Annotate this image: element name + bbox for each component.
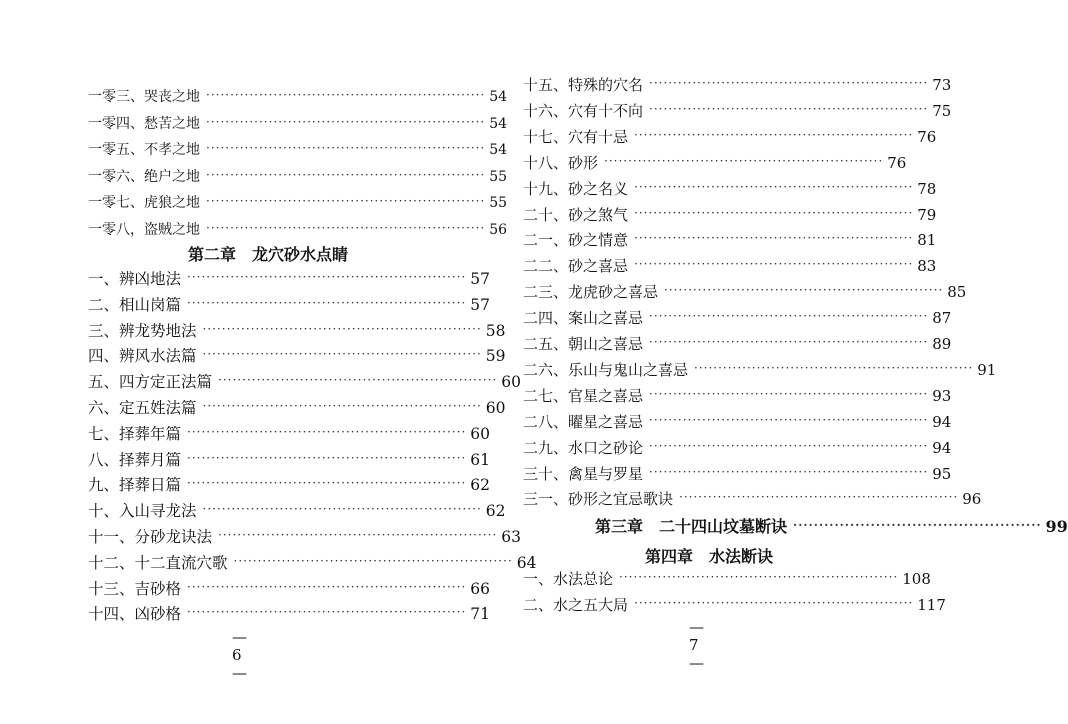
toc-entry[interactable] [88, 139, 508, 159]
leader-dots: ·························································· [218, 373, 498, 388]
page-number-left: — 6 — [232, 628, 247, 682]
leader-dots: ·························································· [649, 76, 929, 90]
entry-title: 十二、十二直流穴歌 [88, 553, 228, 572]
leader-dots: ·························································· [202, 502, 482, 517]
page-ref: 96 [962, 490, 982, 509]
entry-title: 二四、案山之喜忌 [523, 309, 644, 328]
toc-entry[interactable] [523, 594, 946, 614]
entry-title: 十八、砂形 [523, 153, 599, 172]
leader-dots: ·························································· [634, 257, 914, 272]
page-ref: 61 [470, 450, 490, 469]
chapter-2-heading: 第二章 龙穴砂水点睛 [188, 245, 349, 264]
entry-title: 十九、砂之名义 [523, 179, 629, 198]
leader-dots: ·························································· [206, 141, 486, 155]
page-ref: 58 [485, 321, 506, 340]
toc-entry[interactable] [523, 411, 952, 431]
page-ref: 71 [470, 605, 490, 624]
leader-dots: ·························································· [206, 88, 486, 102]
entry-title: 二二、砂之喜忌 [523, 257, 629, 276]
entry-title: 九、择葬日篇 [88, 476, 182, 495]
leader-dots: ·························································· [187, 270, 467, 284]
leader-dots: ·························································· [187, 450, 467, 465]
leader-dots: ·························································· [187, 476, 467, 491]
leader-dots: ·························································· [233, 553, 513, 568]
page-ref: 87 [932, 309, 952, 328]
toc-entry[interactable] [88, 345, 506, 366]
toc-entry[interactable] [523, 178, 937, 198]
page-ref: 99 [1045, 517, 1068, 536]
entry-title: 八、择葬月篇 [88, 450, 182, 469]
toc-entry[interactable] [523, 229, 937, 250]
toc-entry[interactable] [523, 488, 982, 509]
page-ref: 78 [917, 179, 937, 198]
page-ref: 57 [470, 295, 490, 314]
page-ref: 60 [501, 373, 521, 392]
page-ref: 108 [902, 570, 931, 588]
leader-dots: ·························································· [619, 570, 899, 584]
toc-entry[interactable] [523, 281, 967, 302]
page-ref: 94 [932, 438, 952, 457]
entry-title: 十、入山寻龙法 [88, 502, 197, 521]
toc-entry[interactable] [88, 86, 508, 106]
entry-title: 一零七、虎狼之地 [88, 195, 200, 211]
leader-dots: ·························································· [206, 167, 486, 182]
entry-title: 十七、穴有十忌 [523, 127, 629, 146]
leader-dots: ·························································· [634, 596, 914, 610]
entry-title: 十三、吉砂格 [88, 579, 182, 598]
leader-dots: ·························································· [187, 295, 467, 310]
page-ref: 56 [489, 221, 508, 238]
page-ref: 55 [489, 195, 508, 211]
toc-entry[interactable] [523, 255, 937, 276]
toc-entry[interactable] [523, 204, 937, 224]
page-ref: 54 [489, 115, 508, 132]
page-ref: 60 [485, 399, 506, 417]
entry-title: 二、水之五大局 [523, 596, 629, 614]
entry-title: 三、辨龙势地法 [88, 321, 197, 340]
leader-dots: ·························································· [206, 220, 486, 235]
leader-dots: ·························································· [187, 579, 467, 594]
page-ref: 89 [932, 335, 952, 353]
leader-dots: ·························································· [202, 399, 482, 413]
leader-dots: ·························································· [202, 321, 482, 336]
toc-entry[interactable] [88, 320, 506, 340]
leader-dots: ·························································· [206, 194, 486, 208]
toc-entry[interactable] [523, 437, 952, 457]
entry-title: 七、择葬年篇 [88, 424, 182, 443]
page-ref: 62 [485, 502, 506, 521]
leader-dots: ·························································· [694, 360, 974, 375]
leader-dots: ·························································· [649, 412, 929, 427]
leader-dots: ·························································· [634, 205, 914, 220]
toc-entry[interactable] [88, 192, 508, 212]
page-ref: 81 [917, 231, 937, 250]
page-ref: 117 [917, 596, 946, 614]
toc-entry[interactable] [88, 219, 508, 239]
leader-dots: ·························································· [649, 386, 929, 401]
leader-dots: ·························································· [206, 114, 486, 129]
leader-dots: ·························································· [649, 335, 929, 349]
page-ref: 55 [489, 168, 508, 185]
page-ref: 75 [932, 101, 952, 120]
toc-entry[interactable] [523, 126, 937, 146]
entry-title: 二十、砂之煞气 [523, 205, 629, 224]
chapter-4-heading: 第四章 水法断诀 [645, 547, 774, 566]
toc-entry[interactable] [88, 113, 508, 133]
toc-entry[interactable] [523, 152, 907, 172]
entry-title: 一零六、绝户之地 [88, 168, 200, 185]
page-ref: 93 [932, 386, 952, 405]
toc-entry[interactable] [88, 578, 490, 598]
leader-dots: ·························································· [664, 283, 944, 298]
page-ref: 79 [917, 205, 937, 224]
entry-title: 二、相山岗篇 [88, 295, 182, 314]
entry-title: 二七、官星之喜忌 [523, 386, 644, 405]
leader-dots: ·························································· [187, 605, 467, 620]
entry-title: 二九、水口之砂论 [523, 438, 644, 457]
toc-entry[interactable] [88, 449, 490, 469]
toc-entry[interactable] [88, 526, 521, 546]
entry-title: 二六、乐山与鬼山之喜忌 [523, 360, 689, 379]
leader-dots: ·························································· [649, 309, 929, 324]
toc-entry[interactable] [88, 423, 490, 443]
page-ref: 64 [516, 553, 537, 572]
toc-entry[interactable] [523, 333, 952, 353]
toc-entry[interactable] [88, 268, 490, 288]
toc-entry[interactable] [88, 552, 537, 572]
entry-title: 四、辨风水法篇 [88, 347, 197, 366]
page-ref: 83 [917, 257, 937, 276]
toc-entry[interactable] [523, 568, 931, 588]
entry-title: 一零三、哭丧之地 [88, 89, 200, 105]
leader-dots: ·························································· [679, 490, 959, 505]
leader-dots: ················································ [793, 518, 1042, 532]
leader-dots: ·························································· [649, 101, 929, 116]
leader-dots: ·························································· [649, 464, 929, 479]
toc-entry[interactable] [523, 307, 952, 328]
toc-entry[interactable] [88, 397, 506, 417]
leader-dots: ·························································· [218, 528, 498, 542]
entry-title: 一、水法总论 [523, 570, 614, 588]
toc-entry[interactable] [88, 603, 490, 624]
entry-title: 三一、砂形之宜忌歌诀 [523, 490, 674, 509]
toc-entry[interactable] [88, 294, 490, 314]
leader-dots: ·························································· [634, 179, 914, 194]
toc-entry[interactable] [523, 463, 952, 483]
page-ref: 60 [470, 424, 490, 443]
entry-title: 二五、朝山之喜忌 [523, 335, 644, 353]
entry-title: 十四、凶砂格 [88, 605, 182, 624]
page-ref: 63 [501, 528, 521, 546]
entry-title: 一、辨凶地法 [88, 270, 182, 288]
entry-title: 二三、龙虎砂之喜忌 [523, 283, 659, 302]
entry-title: 六、定五姓法篇 [88, 399, 197, 417]
entry-title: 十五、特殊的穴名 [523, 76, 644, 94]
toc-entry[interactable] [523, 385, 952, 405]
entry-title: 一零五、不孝之地 [88, 142, 200, 158]
entry-title: 三十、禽星与罗星 [523, 464, 644, 483]
entry-title: 一零八，盗贼之地 [88, 221, 200, 238]
entry-title: 二一、砂之情意 [523, 231, 629, 250]
page-ref: 73 [932, 76, 952, 94]
leader-dots: ·························································· [604, 153, 884, 168]
page-ref: 91 [977, 360, 997, 379]
entry-title: 十一、分砂龙诀法 [88, 528, 213, 546]
leader-dots: ·························································· [202, 347, 482, 362]
toc-entry[interactable] [88, 474, 490, 495]
page-ref: 57 [470, 270, 490, 288]
page-ref: 54 [489, 89, 508, 105]
page-ref: 59 [485, 347, 506, 366]
toc-entry[interactable] [523, 74, 952, 94]
entry-title: 一零四、愁苦之地 [88, 115, 200, 132]
page-ref: 95 [932, 464, 952, 483]
page-ref: 94 [932, 412, 952, 431]
page-ref: 85 [947, 283, 967, 302]
leader-dots: ·························································· [649, 438, 929, 453]
page-ref: 76 [887, 153, 907, 172]
toc-entry[interactable] [523, 100, 952, 120]
page-ref: 62 [470, 476, 490, 495]
page-ref: 66 [470, 579, 490, 598]
entry-title: 二八、曜星之喜忌 [523, 412, 644, 431]
page-number-right: — 7 — [689, 618, 704, 672]
toc-entry[interactable] [88, 166, 508, 186]
page-ref: 54 [489, 142, 508, 158]
entry-title: 十六、穴有十不向 [523, 101, 644, 120]
toc-entry[interactable] [88, 371, 521, 392]
leader-dots: ·························································· [634, 231, 914, 246]
toc-entry[interactable] [88, 500, 506, 521]
toc-entry[interactable] [523, 359, 997, 379]
leader-dots: ·························································· [634, 127, 914, 142]
page-ref: 76 [917, 127, 937, 146]
leader-dots: ·························································· [187, 424, 467, 439]
toc-entry-chapter-3[interactable]: 第三章 二十四山坟墓断诀 ················································ 99 [595, 517, 1068, 536]
entry-title: 五、四方定正法篇 [88, 373, 213, 392]
